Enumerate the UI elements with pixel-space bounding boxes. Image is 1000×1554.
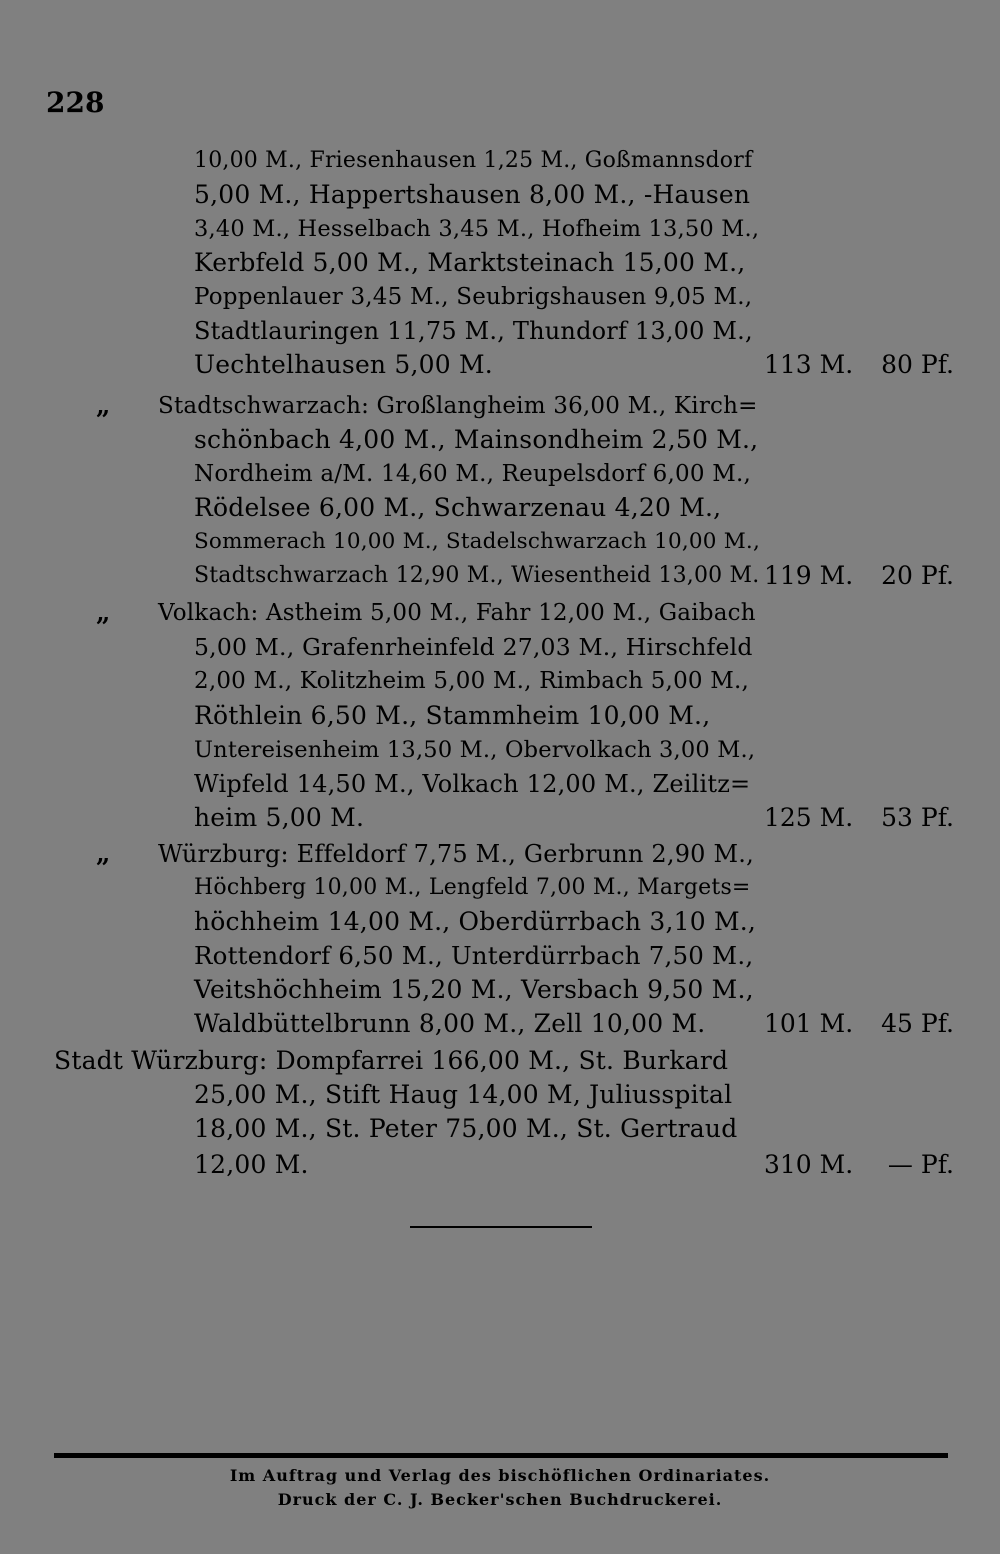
list-line: 5,00 M., Grafenrheinfeld 27,03 M., Hirschfeld	[194, 633, 753, 661]
list-line: schönbach 4,00 M., Mainsondheim 2,50 M.,	[194, 425, 759, 454]
list-line: 10,00 M., Friesenhausen 1,25 M., Goßmannsdorf	[194, 148, 753, 173]
list-line: Sommerach 10,00 M., Stadelschwarzach 10,00 M.,	[194, 529, 760, 554]
list-line: Stadtlauringen 11,75 M., Thundorf 13,00 M.,	[194, 317, 753, 345]
total-mark: 113 M.	[764, 350, 854, 379]
total-mark: 119 M.	[764, 561, 854, 590]
list-line: Veitshöchheim 15,20 M., Versbach 9,50 M.,	[194, 975, 754, 1004]
list-line: 5,00 M., Happertshausen 8,00 M., -Hausen	[194, 180, 751, 209]
publisher-line: Im Auftrag und Verlag des bischöflichen Ordinariates.	[229, 1466, 771, 1485]
ditto-mark: „	[96, 391, 111, 420]
section-divider	[410, 1226, 592, 1228]
list-line: 25,00 M., Stift Haug 14,00 M, Juliusspital	[194, 1080, 733, 1109]
page-number: 228	[46, 86, 105, 119]
total-mark: 310 M.	[764, 1150, 854, 1179]
ditto-mark: „	[96, 839, 111, 868]
list-line: Volkach: Astheim 5,00 M., Fahr 12,00 M., Gaibach	[158, 600, 756, 626]
total-amount	[764, 1007, 954, 1041]
list-line: Rottendorf 6,50 M., Unterdürrbach 7,50 M.,	[194, 941, 754, 970]
total-amount	[764, 801, 954, 835]
list-line: Stadtschwarzach: Großlangheim 36,00 M., Kirch=	[158, 393, 758, 419]
total-mark: 125 M.	[764, 803, 854, 832]
list-line: Höchberg 10,00 M., Lengfeld 7,00 M., Margets=	[194, 875, 751, 900]
list-line: heim 5,00 M.	[194, 803, 365, 832]
list-line: Wipfeld 14,50 M., Volkach 12,00 M., Zeilitz=	[194, 770, 751, 798]
list-line: Rödelsee 6,00 M., Schwarzenau 4,20 M.,	[194, 493, 722, 522]
list-line: Röthlein 6,50 M., Stammheim 10,00 M.,	[194, 701, 711, 730]
list-line: Waldbüttelbrunn 8,00 M., Zell 10,00 M.	[194, 1009, 706, 1038]
total-pfennig: 80 Pf.	[881, 350, 954, 379]
total-amount	[764, 348, 954, 382]
list-line: 2,00 M., Kolitzheim 5,00 M., Rimbach 5,00 M.,	[194, 668, 750, 694]
list-line: Untereisenheim 13,50 M., Obervolkach 3,00 M.,	[194, 737, 756, 763]
list-line: Uechtelhausen 5,00 M.	[194, 350, 493, 379]
total-pfennig: 20 Pf.	[881, 561, 954, 590]
list-line: 3,40 M., Hesselbach 3,45 M., Hofheim 13,50 M.,	[194, 216, 760, 242]
list-line: 18,00 M., St. Peter 75,00 M., St. Gertraud	[194, 1114, 738, 1143]
list-line: höchheim 14,00 M., Oberdürrbach 3,10 M.,	[194, 907, 757, 936]
ditto-mark: „	[96, 598, 111, 627]
total-pfennig: 53 Pf.	[881, 803, 954, 832]
list-line: Nordheim a/M. 14,60 M., Reupelsdorf 6,00 M.,	[194, 461, 751, 487]
list-line: Stadt Würzburg: Dompfarrei 166,00 M., St. Burkard	[54, 1046, 729, 1075]
list-line: Poppenlauer 3,45 M., Seubrigshausen 9,05 M.,	[194, 284, 753, 310]
total-amount	[764, 559, 954, 593]
total-mark: 101 M.	[764, 1009, 854, 1038]
total-amount	[764, 1148, 954, 1182]
list-line: Würzburg: Effeldorf 7,75 M., Gerbrunn 2,90 M.,	[158, 840, 754, 868]
total-pfennig: — Pf.	[887, 1150, 954, 1179]
list-line: Stadtschwarzach 12,90 M., Wiesentheid 13,00 M.	[194, 563, 760, 588]
list-line: Kerbfeld 5,00 M., Marktsteinach 15,00 M.,	[194, 248, 746, 277]
list-line: 12,00 M.	[194, 1150, 309, 1179]
printer-line: Druck der C. J. Becker'schen Buchdruckerei.	[277, 1490, 723, 1509]
footer-rule	[54, 1453, 948, 1458]
total-pfennig: 45 Pf.	[881, 1009, 954, 1038]
